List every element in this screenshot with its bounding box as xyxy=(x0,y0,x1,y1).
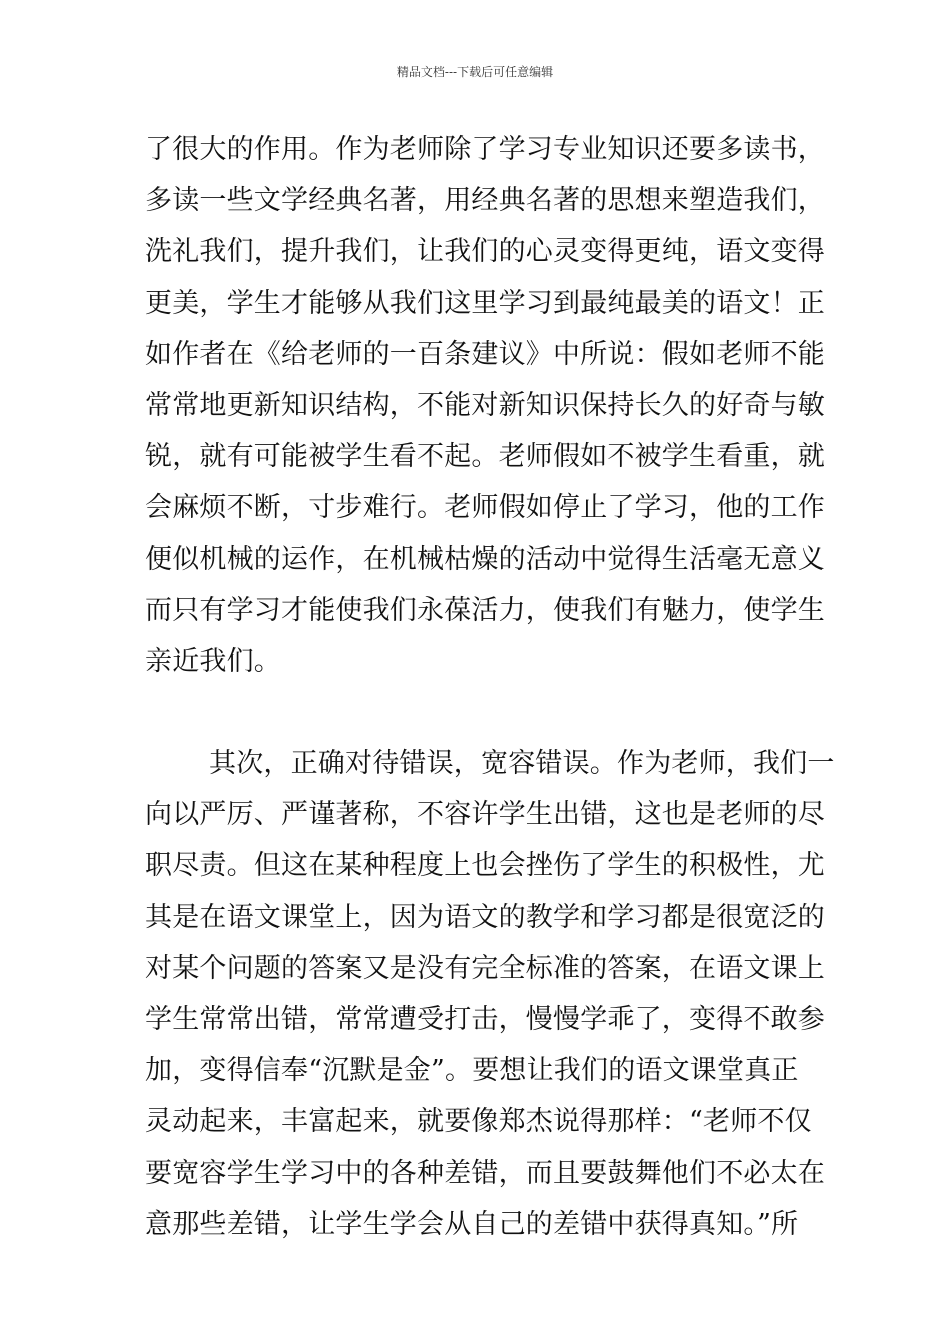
text-line: 会麻烦不断，寸步难行。老师假如停止了学习，他的工作 xyxy=(145,492,825,524)
text-line: 多读一些文学经典名著，用经典名著的思想来塑造我们， xyxy=(145,185,825,217)
paragraph xyxy=(145,738,835,1250)
text-line: 对某个问题的答案又是没有完全标准的答案，在语文课上 xyxy=(145,952,825,984)
text-line: 其次，正确对待错误，宽容错误。作为老师，我们一 xyxy=(209,748,835,780)
text-line: 更美，学生才能够从我们这里学习到最纯最美的语文！正 xyxy=(145,287,825,319)
text-line: 其是在语文课堂上，因为语文的教学和学习都是很宽泛的 xyxy=(145,901,825,933)
paragraph-spacer xyxy=(145,687,815,738)
text-line: 向以严厉、严谨著称，不容许学生出错，这也是老师的尽 xyxy=(145,799,825,831)
text-line: 意那些差错，让学生学会从自己的差错中获得真知。”所 xyxy=(145,1208,799,1240)
text-line: 亲近我们。 xyxy=(145,645,281,677)
text-line: 要宽容学生学习中的各种差错，而且要鼓舞他们不必太在 xyxy=(145,1157,825,1189)
text-line: 便似机械的运作，在机械枯燥的活动中觉得生活毫无意义 xyxy=(145,543,825,575)
text-line: 如作者在《给老师的一百条建议》中所说：假如老师不能 xyxy=(145,338,825,370)
page-header: 精品文档---下载后可任意编辑 xyxy=(396,65,554,79)
text-line: 了很大的作用。作为老师除了学习专业知识还要多读书， xyxy=(145,134,825,165)
text-line: 学生常常出错，常常遭受打击，慢慢学乖了，变得不敢参 xyxy=(145,1004,825,1035)
text-line: 加，变得信奉“沉默是金”。要想让我们的语文课堂真正 xyxy=(145,1055,799,1087)
text-line: 常常地更新知识结构，不能对新知识保持长久的好奇与敏 xyxy=(145,389,825,421)
paragraph xyxy=(145,124,825,687)
text-line: 灵动起来，丰富起来，就要像郑杰说得那样：“老师不仅 xyxy=(145,1106,812,1138)
text-line: 而只有学习才能使我们永葆活力，使我们有魅力，使学生 xyxy=(145,594,825,626)
text-line: 锐，就有可能被学生看不起。老师假如不被学生看重，就 xyxy=(145,441,825,473)
document-body xyxy=(145,124,835,1250)
text-line: 职尽责。但这在某种程度上也会挫伤了学生的积极性，尤 xyxy=(145,850,825,882)
text-line: 洗礼我们，提升我们，让我们的心灵变得更纯，语文变得 xyxy=(145,236,825,268)
